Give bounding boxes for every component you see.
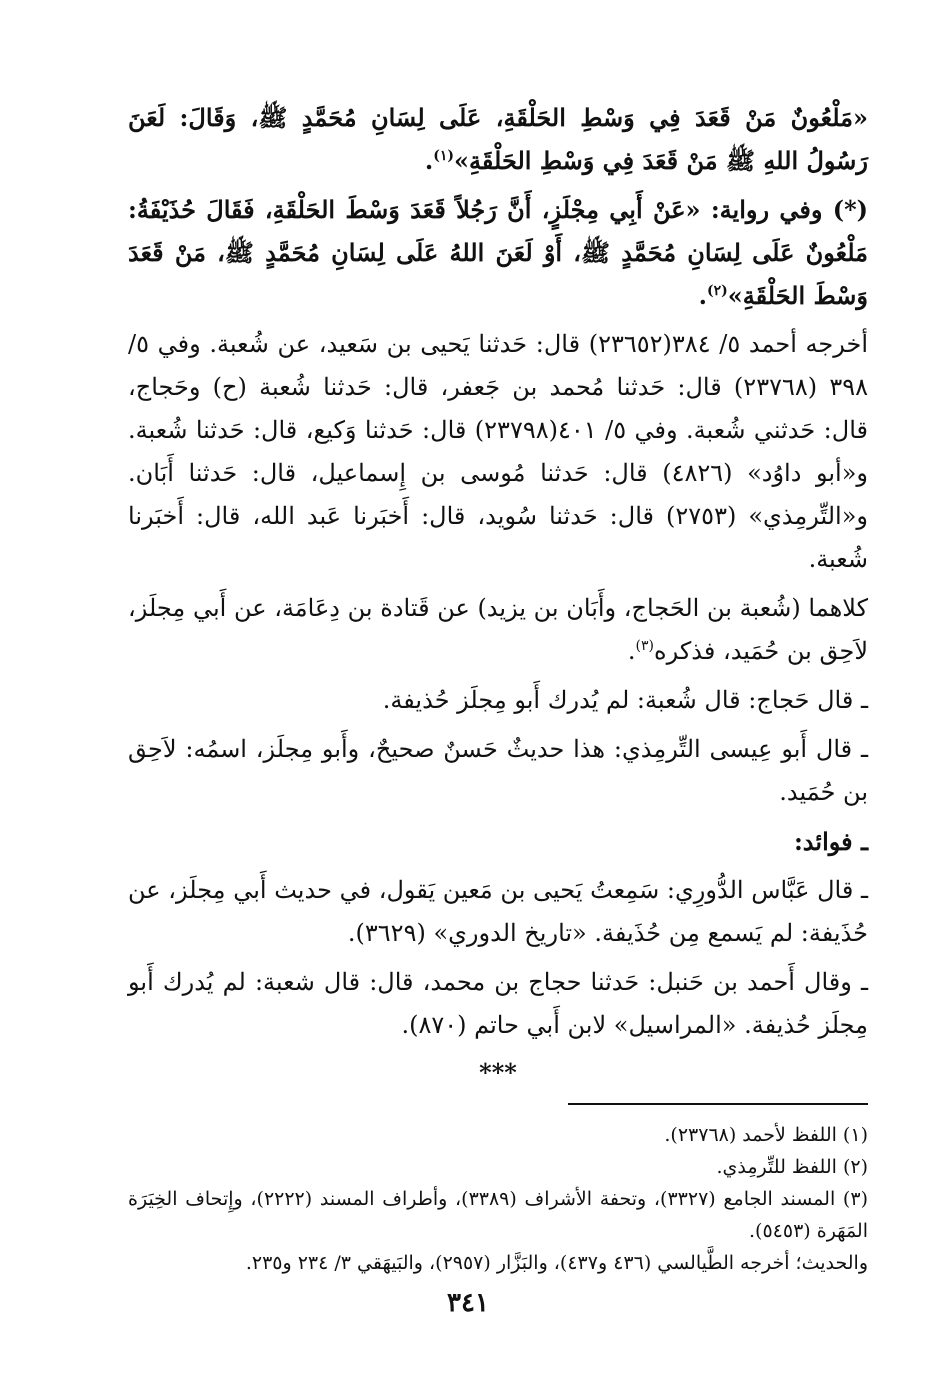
page-body (128, 96, 868, 1279)
footnote-2: (٢) اللفظ للتِّرمِذي. (716, 1156, 868, 1178)
benefit-duri: ـ قال عَبَّاس الدُّورِي: سَمِعتُ يَحيى بن مَعين يَقول، في حديث أَبي مِجلَز، عن حُذَيفة: لم يَسمع مِن حُذَيفة. «تاريخ الدوري» (٣٦٢٩). (128, 876, 868, 947)
footnote-divider (568, 1103, 868, 1105)
footnote-3: (٣) المسند الجامع (٣٣٢٧)، وتحفة الأشراف (٣٣٨٩)، وأطراف المسند (٢٢٢٢)، وإِتحاف الخِيَرَة المَهَرة (٥٤٥٣). (128, 1188, 868, 1242)
page-number: ٣٤١ (447, 1288, 489, 1318)
footnote-4: والحديث؛ أخرجه الطَّيالسي (٤٣٦ و٤٣٧)، والبَزَّار (٢٩٥٧)، والبَيهَقي ٣/ ٢٣٤ و٢٣٥. (245, 1252, 868, 1274)
comment-hajjaj: ـ قال حَجاج: قال شُعبة: لم يُدرك أَبو مِجلَز حُذيفة. (382, 686, 868, 714)
hadith-text-1: «مَلْعُونٌ مَنْ قَعَدَ فِي وَسْطِ الحَلْقَةِ، عَلَى لِسَانِ مُحَمَّدٍ ﷺ، وَقَالَ: لَعَنَ رَسُولُ اللهِ ﷺ مَنْ قَعَدَ فِي وَسْطِ الحَلْقَةِ»$^{(١)}$. (128, 103, 868, 175)
footnote-ref-1: (١) (433, 148, 455, 164)
benefit-ahmad: ـ وقال أَحمد بن حَنبل: حَدثنا حجاج بن محمد، قال: قال شعبة: لم يُدرك أَبو مِجلَز حُذيفة. «المراسيل» لابن أَبي حاتم (٨٧٠). (128, 968, 868, 1039)
hadith-text-2: (*) وفي رواية: «عَنْ أَبِي مِجْلَزٍ، أَنَّ رَجُلاً قَعَدَ وَسْطَ الحَلْقَةِ، فَقَالَ حُذَيْفَةُ: مَلْعُونٌ عَلَى لِسَانِ مُحَمَّدٍ ﷺ، أَوْ لَعَنَ اللهُ عَلَى لِسَانِ مُحَمَّدٍ ﷺ، مَنْ قَعَدَ وَسْطَ الحَلْقَةِ»$^{(٢)}$. (128, 195, 868, 310)
comment-tirmidhi: ـ قال أَبو عِيسى التِّرمِذي: هذا حديثٌ حَسنٌ صحيحٌ، وأَبو مِجلَز، اسمُه: لاَحِق بن حُمَيد. (128, 735, 868, 806)
footnote-1: (١) اللفظ لأحمد (٢٣٧٦٨). (664, 1124, 868, 1146)
footnote-ref-3: (٣) (635, 638, 655, 654)
footnote-ref-2: (٢) (706, 283, 728, 299)
section-separator: *** (479, 1058, 517, 1087)
isnad-paragraph: كلاهما (شُعبة بن الحَجاج، وأَبَان بن يزيد) عن قَتادة بن دِعَامَة، عن أَبي مِجلَز، لاَحِق بن حُمَيد، فذكره$^{(٣)}$. (128, 594, 868, 665)
takhrij-paragraph: أخرجه أحمد ٥/ ٣٨٤(٢٣٦٥٢) قال: حَدثنا يَحيى بن سَعيد، عن شُعبة. وفي ٥/ ٣٩٨ (٢٣٧٦٨) قال: حَدثنا مُحمد بن جَعفر، قال: حَدثنا شُعبة (ح) وحَجاج، قال: حَدثني شُعبة. وفي ٥/ ٤٠١(٢٣٧٩٨) قال: حَدثنا وَكيع، قال: حَدثنا شُعبة. و«أبو داوُد» (٤٨٢٦) قال: حَدثنا مُوسى بن إِسماعيل، قال: حَدثنا أَبَان. و«التِّرمِذي» (٢٧٥٣) قال: حَدثنا سُويد، قال: أَخبَرنا عَبد الله، قال: أَخبَرنا شُعبة. (128, 330, 869, 573)
benefits-heading: ـ فوائد: (793, 827, 868, 856)
